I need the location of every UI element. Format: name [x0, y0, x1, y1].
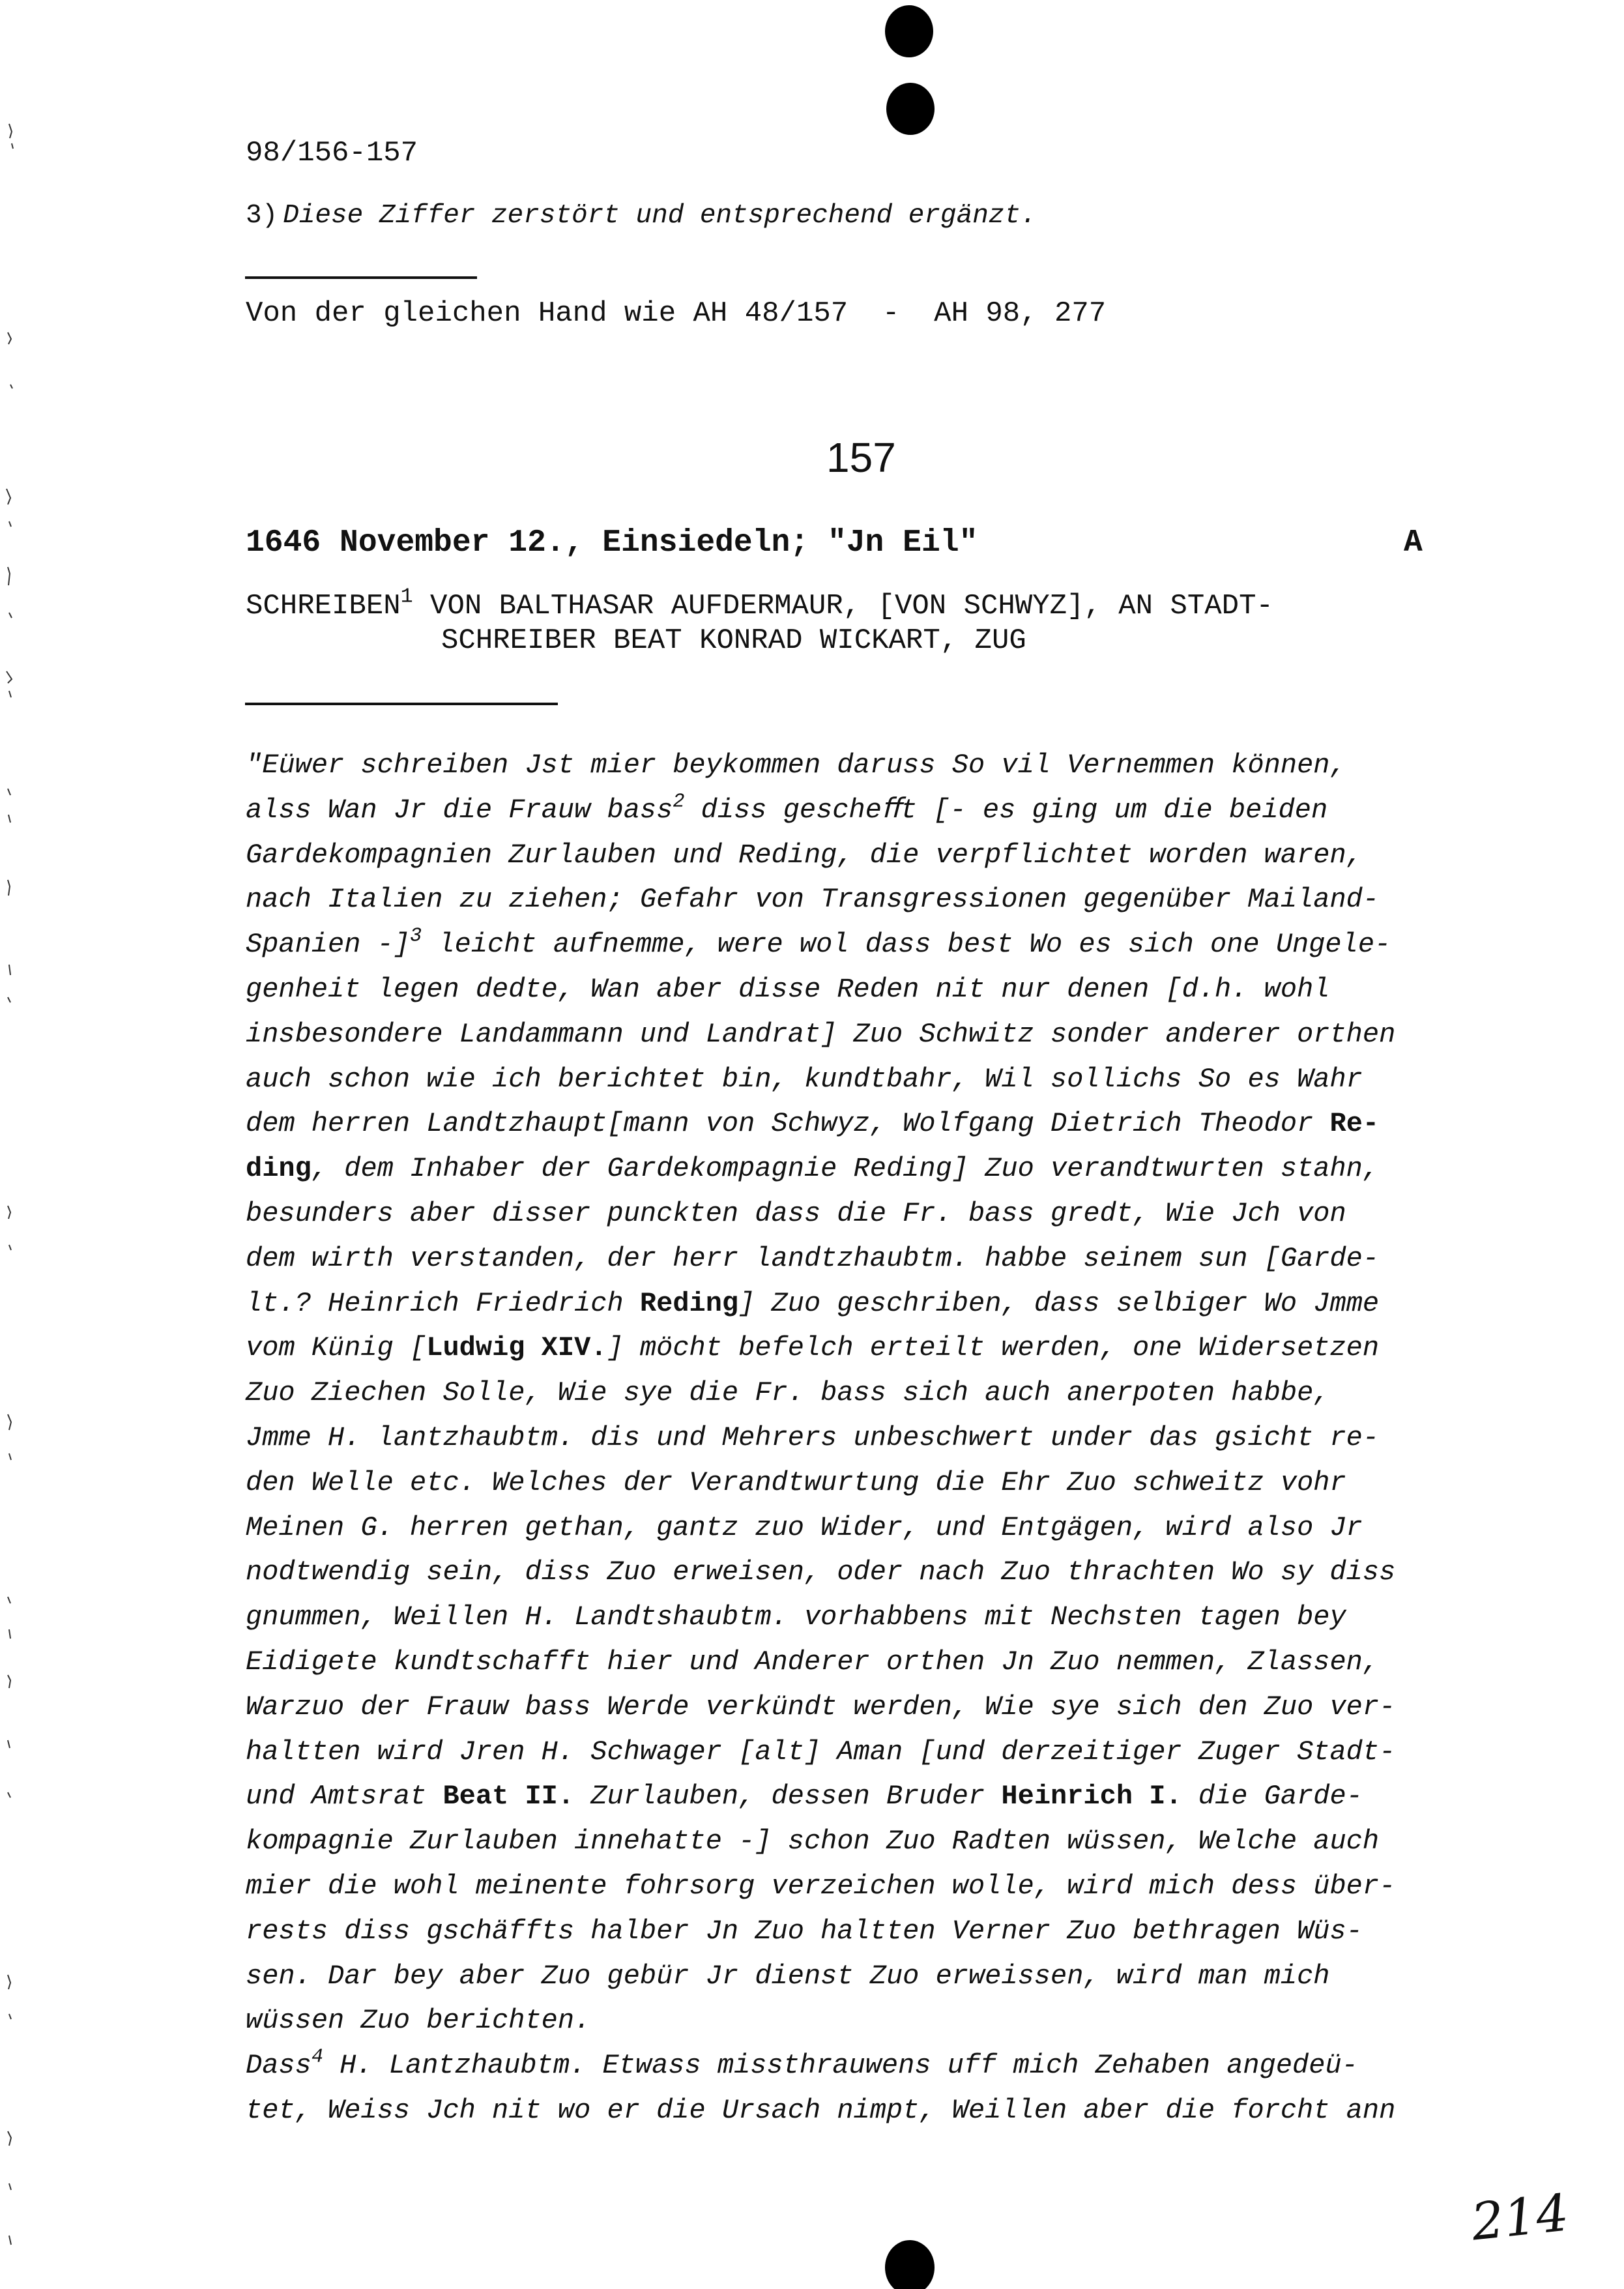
letter-line [246, 877, 1503, 922]
document-reference: 98/156-157 [246, 137, 418, 169]
letter-line [246, 1146, 1503, 1191]
letter-segment: ] möcht befelch erteilt werden, one Widersetzen [607, 1332, 1380, 1364]
letter-line [246, 1685, 1503, 1730]
letter-line [246, 1819, 1503, 1864]
letter-segment: haltten wird Jren H. Schwager [alt] Aman [und derzeitiger Zuger Stadt- [246, 1736, 1396, 1768]
letter-line [246, 1236, 1503, 1281]
letter-line [246, 833, 1503, 878]
letter-line [246, 1730, 1503, 1775]
letter-segment: wüssen Zuo berichten. [246, 2005, 591, 2037]
letter-segment: Dass [246, 2050, 312, 2082]
letter-segment: , dem Inhaber der Gardekompagnie Reding] Zuo verandtwurten stahn, [311, 1153, 1380, 1185]
title-line-2: SCHREIBER BEAT KONRAD WICKART, ZUG [441, 624, 1026, 657]
hand-note: Von der gleichen Hand wie AH 48/157 - AH 98, 277 [246, 297, 1107, 330]
scan-edge-marks [0, 98, 20, 2268]
letter-line [246, 1371, 1503, 1416]
letter-segment: mier die wohl meinente fohrsorg verzeichen wolle, wird mich dess über- [246, 1870, 1396, 1902]
dateline: 1646 November 12., Einsiedeln; "Jn Eil" [246, 525, 978, 561]
letter-segment: Reding [639, 1287, 739, 1319]
footnote-3-number: 3) [246, 201, 278, 231]
letter-line [246, 2088, 1503, 2133]
classification-marker: A [1404, 525, 1423, 561]
letter-segment: die Garde- [1182, 1781, 1363, 1813]
letter-segment: tet, Weiss Jch nit wo er die Ursach nimpt, Weillen aber die forcht ann [246, 2094, 1396, 2126]
letter-segment: Zuo Ziechen Solle, Wie sye die Fr. bass sich auch anerpoten habbe, [246, 1377, 1330, 1409]
letter-segment: Jmme H. lantzhaubtm. dis und Mehrers unbeschwert under das gsicht re- [246, 1422, 1380, 1453]
punch-hole-top-2 [886, 83, 935, 135]
letter-segment: auch schon wie ich berichtet bin, kundtbahr, Wil sollichs So es Wahr [246, 1063, 1363, 1095]
letter-segment: Ludwig XIV. [426, 1332, 607, 1364]
document-number: 157 [826, 434, 896, 481]
letter-line [246, 1506, 1503, 1551]
title-line-1-rest: VON BALTHASAR AUFDERMAUR, [VON SCHWYZ], AN STADT- [413, 590, 1273, 622]
letter-line [246, 922, 1503, 967]
letter-segment: sen. Dar bey aber Zuo gebür Jr dienst Zuo erweissen, wird man mich [246, 1960, 1330, 1992]
letter-segment: Spanien -] [246, 929, 411, 961]
letter-line [246, 1864, 1503, 1909]
footnote-3-text: Diese Ziffer zerstört und entsprechend ergänzt. [283, 201, 1037, 231]
letter-line [246, 1595, 1503, 1640]
footnote-separator-rule [245, 276, 477, 279]
letter-line [246, 1191, 1503, 1236]
letter-segment: Heinrich I. [1001, 1781, 1182, 1813]
letter-segment: gnummen, Weillen H. Landtshaubtm. vorhabbens mit Nechsten tagen bey [246, 1601, 1346, 1633]
letter-line [246, 1057, 1503, 1102]
footnote-ref: 2 [673, 791, 685, 813]
punch-hole-bottom [885, 2240, 935, 2289]
title-separator-rule [245, 703, 558, 705]
letter-segment: dem wirth verstanden, der herr landtzhaubtm. habbe seinem sun [Garde- [246, 1242, 1380, 1274]
letter-line [246, 1909, 1503, 1954]
letter-segment: kompagnie Zurlauben innehatte -] schon Zuo Radten wüssen, Welche auch [246, 1826, 1380, 1858]
letter-segment: Beat II. [442, 1781, 575, 1813]
letter-segment: vom Künig [ [246, 1332, 427, 1364]
letter-segment: alss Wan Jr die Frauw bass [246, 794, 673, 826]
letter-segment: rests diss gschäffts halber Jn Zuo haltten Verner Zuo bethragen Wüs- [246, 1915, 1363, 1947]
letter-segment: insbesondere Landammann und Landrat] Zuo Schwitz sonder anderer orthen [246, 1018, 1396, 1050]
title-line-1 [246, 585, 1273, 622]
letter-segment: und Amtsrat [246, 1781, 443, 1813]
letter-segment: "Eüwer schreiben Jst mier beykommen daruss So vil Vernemmen können, [246, 750, 1346, 781]
letter-segment: Gardekompagnien Zurlauben und Reding, die verpflichtet worden waren, [246, 839, 1363, 871]
letter-segment: nach Italien zu ziehen; Gefahr von Transgressionen gegenüber Mailand- [246, 884, 1380, 916]
letter-segment: genheit legen dedte, Wan aber disse Reden nit nur denen [d.h. wohl [246, 973, 1330, 1005]
footnote-ref: 4 [311, 2046, 323, 2069]
letter-line [246, 1774, 1503, 1819]
letter-line [246, 1326, 1503, 1371]
footnote-ref: 3 [410, 925, 422, 948]
footnote-ref-1: 1 [400, 585, 413, 609]
letter-segment: diss gescheﬀt [- es ging um die beiden [684, 794, 1328, 826]
punch-hole-top-1 [885, 5, 933, 57]
letter-segment: den Welle etc. Welches der Verandtwurtung die Ehr Zuo schweitz vohr [246, 1466, 1346, 1498]
letter-segment: Zurlauben, dessen Bruder [574, 1781, 1002, 1813]
letter-line [246, 1012, 1503, 1057]
letter-line [246, 1998, 1503, 2043]
letter-line [246, 1101, 1503, 1146]
letter-segment: Eidigete kundtschafft hier und Anderer orthen Jn Zuo nemmen, Zlassen, [246, 1646, 1380, 1678]
letter-line [246, 1281, 1503, 1326]
letter-segment: besunders aber disser punckten dass die Fr. bass gredt, Wie Jch von [246, 1197, 1346, 1229]
letter-text [246, 743, 1503, 2133]
letter-segment: nodtwendig sein, diss Zuo erweisen, oder nach Zuo thrachten Wo sy diss [246, 1556, 1396, 1588]
letter-line [246, 743, 1503, 788]
letter-segment: H. Lantzhaubtm. Etwass missthrauwens uff mich Zehaben angedeü- [323, 2050, 1358, 2082]
letter-segment: ding [246, 1153, 312, 1185]
letter-segment: dem herren Landtzhaupt[mann von Schwyz, Wolfgang Dietrich Theodor [246, 1108, 1330, 1140]
letter-line [246, 1954, 1503, 1999]
footnote-3 [246, 201, 1037, 231]
letter-segment: leicht aufnemme, were wol dass best Wo es sich one Ungele- [422, 929, 1391, 961]
letter-segment: Meinen G. herren gethan, gantz zuo Wider, und Entgägen, wird also Jr [246, 1511, 1363, 1543]
letter-line [246, 1640, 1503, 1685]
letter-line [246, 1461, 1503, 1506]
letter-line [246, 1416, 1503, 1461]
letter-line [246, 788, 1503, 833]
letter-segment: lt.? Heinrich Friedrich [246, 1287, 640, 1319]
title-line-1-start: SCHREIBEN [246, 590, 401, 622]
letter-line [246, 967, 1503, 1012]
letter-segment: Warzuo der Frauw bass Werde verkündt werden, Wie sye sich den Zuo ver- [246, 1691, 1396, 1723]
handwritten-folio-number: 214 [1468, 2183, 1572, 2253]
letter-segment: Re- [1329, 1108, 1380, 1140]
letter-line [246, 1550, 1503, 1595]
letter-segment: ] Zuo geschriben, dass selbiger Wo Jmme [738, 1287, 1380, 1319]
letter-line [246, 2043, 1503, 2088]
